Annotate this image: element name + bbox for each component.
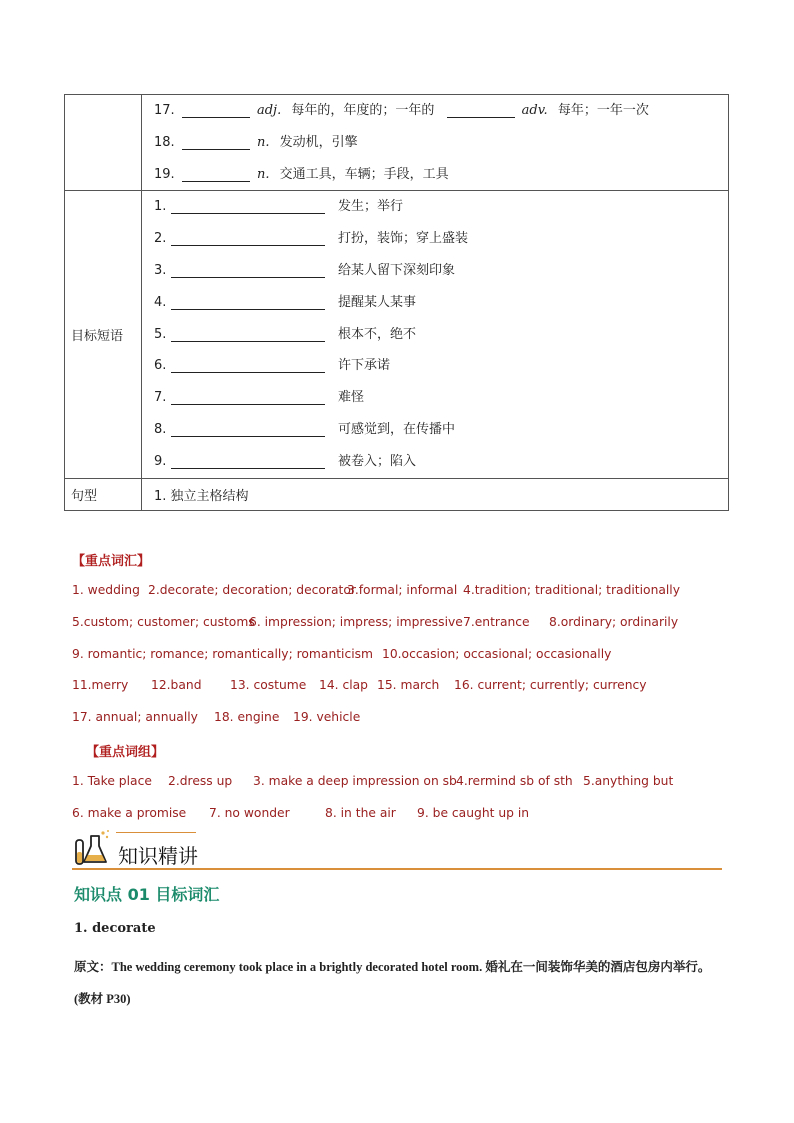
answer-item: 1. Take place	[72, 774, 152, 788]
item-number: 1.	[154, 199, 167, 215]
vocab-answers-title: 【重点词汇】	[72, 554, 151, 569]
banner-rule	[72, 868, 722, 870]
part-of-speech: adj.	[256, 103, 282, 118]
answer-item: 4.tradition; traditional; traditionally	[463, 583, 681, 597]
vocab-row-18	[154, 127, 728, 159]
answer-item: 15. march	[377, 678, 440, 692]
answer-item: 6. impression; impress; impressive	[249, 615, 463, 629]
answer-blank[interactable]	[171, 358, 325, 373]
item-number: 18.	[154, 134, 175, 150]
word-heading: 1. decorate	[74, 921, 156, 936]
flask-icon	[72, 828, 112, 868]
meaning: 难怪	[338, 390, 365, 406]
answer-item: 8. in the air	[325, 806, 396, 820]
answer-item: 4.rermind sb of sth	[456, 774, 573, 788]
vocab-row-19	[154, 159, 728, 191]
answer-item: 3. make a deep impression on sb	[253, 774, 457, 788]
item-number: 17.	[154, 103, 175, 118]
item-number: 6.	[154, 358, 167, 374]
answer-blank[interactable]	[171, 231, 325, 246]
phrase-row	[154, 414, 728, 446]
phrase-rows	[142, 191, 729, 478]
answer-item: 5.anything but	[583, 774, 674, 788]
phrase-row	[154, 319, 728, 351]
answer-blank[interactable]	[171, 295, 325, 310]
answer-item: 8.ordinary; ordinarily	[549, 615, 679, 629]
item-number: 2.	[154, 231, 167, 247]
item-number: 9.	[154, 453, 167, 469]
answer-item: 16. current; currently; currency	[454, 678, 647, 692]
banner-title: 知识精讲	[118, 844, 198, 868]
part-of-speech: n.	[256, 134, 270, 150]
answer-item: 12.band	[151, 678, 202, 692]
phrase-answers-title: 【重点词组】	[86, 745, 165, 760]
phrase-row	[154, 382, 728, 414]
meaning: 被卷入；陷入	[338, 453, 417, 469]
phrase-row	[154, 223, 728, 255]
answer-item: 2.decorate; decoration; decorator	[148, 583, 356, 597]
answer-blank[interactable]	[171, 263, 325, 278]
answer-item: 10.occasion; occasional; occasionally	[382, 647, 612, 661]
meaning: 每年的，年度的；一年的	[291, 103, 435, 118]
answer-blank[interactable]	[182, 103, 250, 118]
part-of-speech: n.	[256, 166, 270, 182]
answer-item: 2.dress up	[168, 774, 233, 788]
meaning: 给某人留下深刻印象	[338, 262, 456, 278]
phrase-row	[154, 350, 728, 382]
meaning: 许下承诺	[338, 358, 391, 374]
part-of-speech: adv.	[521, 103, 548, 118]
meaning: 打扮，装饰；穿上盛装	[338, 231, 469, 247]
vocabulary-table	[64, 94, 729, 511]
answer-blank[interactable]	[171, 390, 325, 405]
meaning: 交通工具，车辆；手段，工具	[279, 166, 449, 182]
answer-blank[interactable]	[182, 167, 250, 182]
answer-blank[interactable]	[447, 103, 515, 118]
meaning: 可感觉到，在传播中	[338, 421, 456, 437]
answer-item: 14. clap	[319, 678, 368, 692]
answer-blank[interactable]	[182, 135, 250, 150]
vocab-rows	[142, 95, 729, 191]
meaning: 发动机，引擎	[279, 134, 358, 150]
item-number: 5.	[154, 326, 167, 342]
original-text: 原文：The wedding ceremony took place in a brightly decorated hotel room. 婚礼在一间装饰华美的酒店包房内举行。(教材 P30)	[74, 960, 711, 1006]
answer-item: 9. be caught up in	[417, 806, 530, 820]
answer-item: 18. engine	[214, 710, 280, 724]
vocab-row-17	[154, 95, 728, 127]
item-number: 4.	[154, 294, 167, 310]
answer-item: 7. no wonder	[209, 806, 290, 820]
phrase-row	[154, 446, 728, 478]
item-number: 7.	[154, 390, 167, 406]
phrase-row	[154, 191, 728, 223]
answer-item: 17. annual; annually	[72, 710, 198, 724]
sentence-label: 句型	[65, 478, 142, 510]
phrase-row	[154, 255, 728, 287]
answer-item: 3.formal; informal	[347, 583, 458, 597]
answer-item: 6. make a promise	[72, 806, 187, 820]
answer-item: 13. costume	[230, 678, 307, 692]
meaning: 提醒某人某事	[338, 294, 417, 310]
answer-item: 9. romantic; romance; romantically; romanticism	[72, 647, 374, 661]
phrase-row	[154, 287, 728, 319]
answer-blank[interactable]	[171, 327, 325, 342]
answer-item: 11.merry	[72, 678, 129, 692]
meaning: 发生；举行	[338, 199, 404, 215]
answer-blank[interactable]	[171, 454, 325, 469]
answer-item: 19. vehicle	[293, 710, 361, 724]
item-number: 3.	[154, 262, 167, 278]
answer-blank[interactable]	[171, 422, 325, 437]
item-number: 19.	[154, 166, 175, 182]
section-banner	[72, 826, 722, 870]
item-number: 8.	[154, 421, 167, 437]
answer-item: 7.entrance	[463, 615, 530, 629]
phrases-label: 目标短语	[65, 191, 142, 478]
answer-blank[interactable]	[171, 199, 325, 214]
knowledge-point-title: 知识点 01 目标词汇	[74, 885, 220, 904]
banner-accent-line	[116, 832, 196, 833]
answer-item: 1. wedding	[72, 583, 140, 597]
meaning: 每年；一年一次	[557, 103, 649, 118]
row-label-empty	[65, 95, 142, 191]
meaning: 根本不，绝不	[338, 326, 417, 342]
sentence-content: 1. 独立主格结构	[142, 478, 729, 510]
answer-item: 5.custom; customer; customs	[72, 615, 255, 629]
